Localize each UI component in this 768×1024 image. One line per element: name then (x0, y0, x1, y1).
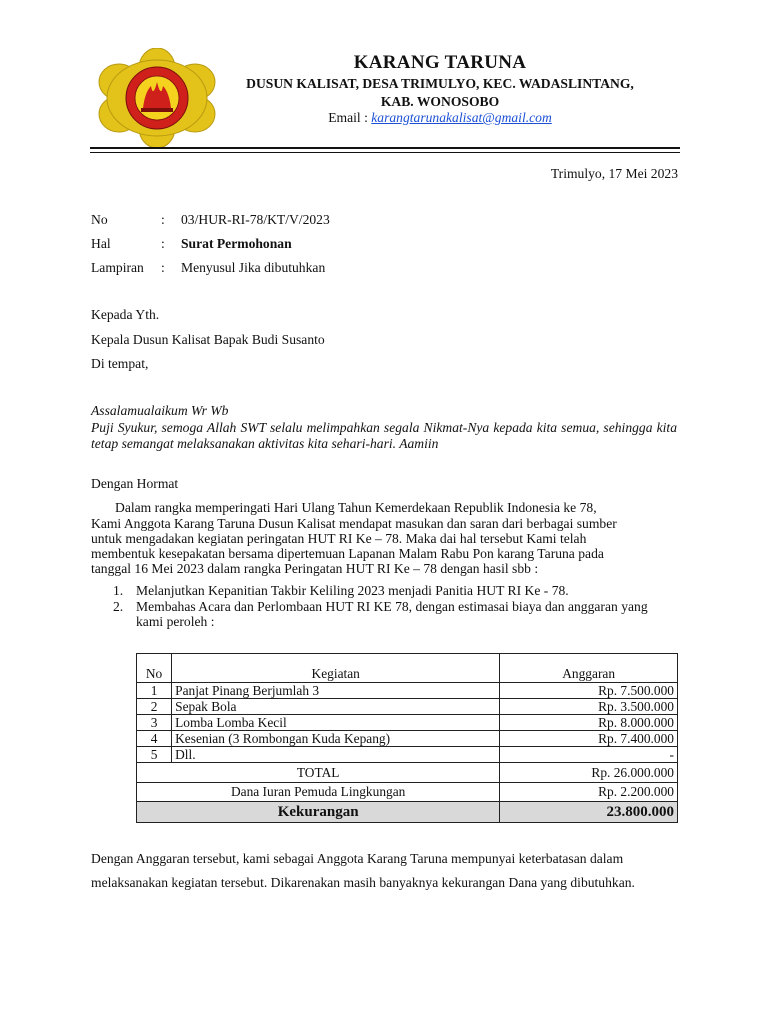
cell-no: 4 (137, 731, 172, 747)
table-header-row (137, 654, 678, 683)
field-value-hal: Surat Permohonan (181, 236, 292, 251)
cell-no: 2 (137, 699, 172, 715)
cell-kegiatan: Sepak Bola (172, 699, 500, 715)
recipient-name: Kepala Dusun Kalisat Bapak Budi Susanto (91, 332, 325, 347)
list-text: Melanjutkan Kepanitian Takbir Keliling 2023 menjadi Panitia HUT RI Ke - 78. (136, 583, 569, 598)
salam: Assalamualaikum Wr Wb (91, 403, 229, 418)
budget-table (136, 653, 678, 823)
list-number: 1. (113, 583, 124, 598)
cell-kegiatan: Lomba Lomba Kecil (172, 715, 500, 731)
cell-anggaran: Rp. 3.500.000 (500, 699, 678, 715)
header-no: No (137, 654, 172, 683)
field-colon: : (161, 260, 165, 275)
cell-anggaran: - (500, 747, 678, 763)
field-label-hal: Hal (91, 236, 111, 251)
table-row (137, 699, 678, 715)
karang-taruna-logo-icon (92, 48, 222, 148)
list-number: 2. (113, 599, 124, 614)
header-kegiatan: Kegiatan (172, 654, 500, 683)
letter-date: Trimulyo, 17 Mei 2023 (550, 166, 678, 181)
total-label: TOTAL (137, 763, 500, 783)
cell-anggaran: Rp. 8.000.000 (500, 715, 678, 731)
table-iuran-row (137, 783, 678, 802)
kekurangan-value: 23.800.000 (500, 802, 678, 823)
field-colon: : (161, 212, 165, 227)
iuran-value: Rp. 2.200.000 (500, 783, 678, 802)
field-label-lampiran: Lampiran (91, 260, 144, 275)
cell-no: 1 (137, 683, 172, 699)
list-text: Membahas Acara dan Perlombaan HUT RI KE 78, dengan estimasai biaya dan anggaran yang kami peroleh : (136, 599, 648, 629)
table-row (137, 747, 678, 763)
dengan-hormat: Dengan Hormat (91, 476, 179, 491)
list-item (113, 584, 679, 600)
body-line: membentuk kesepakatan bersama dipertemuan Lapanan Malam Rabu Pon karang Taruna pada (91, 546, 604, 561)
opening-paragraph: Puji Syukur, semoga Allah SWT selalu melimpahkan segala Nikmat-Nya kepada kita semua, sehingga kita tetap semangat melaksanakan aktivitas kita sehari-hari. Aamiin (91, 420, 677, 451)
address-line-2: KAB. WONOSOBO (380, 94, 500, 109)
cell-kegiatan: Dll. (172, 747, 500, 763)
email-label: Email : (328, 110, 372, 125)
table-total-row (137, 763, 678, 783)
cell-no: 5 (137, 747, 172, 763)
body-line: untuk mengadakan kegiatan peringatan HUT RI Ke – 78. Maka dai hal tersebut Kami telah (91, 531, 587, 546)
header-anggaran: Anggaran (500, 654, 678, 683)
list-item (113, 600, 679, 632)
cell-anggaran: Rp. 7.400.000 (500, 731, 678, 747)
iuran-label: Dana Iuran Pemuda Lingkungan (137, 783, 500, 802)
email-line (220, 110, 660, 126)
field-colon: : (161, 236, 165, 251)
table-kekurangan-row (137, 802, 678, 823)
total-value: Rp. 26.000.000 (500, 763, 678, 783)
cell-kegiatan: Kesenian (3 Rombongan Kuda Kepang) (172, 731, 500, 747)
kekurangan-label: Kekurangan (137, 802, 500, 823)
body-line: Kami Anggota Karang Taruna Dusun Kalisat mendapat masukan dan saran dari berbagai sumber (91, 516, 617, 531)
header-rule-thin (90, 152, 680, 153)
table-row (137, 731, 678, 747)
field-value-lampiran: Menyusul Jika dibutuhkan (181, 260, 326, 275)
table-row (137, 715, 678, 731)
recipient-greeting: Kepada Yth. (91, 307, 160, 322)
body-line: Dalam rangka memperingati Hari Ulang Tahun Kemerdekaan Republik Indonesia ke 78, (115, 500, 597, 515)
address-line-1: DUSUN KALISAT, DESA TRIMULYO, KEC. WADASLINTANG, (246, 76, 634, 91)
cell-anggaran: Rp. 7.500.000 (500, 683, 678, 699)
email-link[interactable]: karangtarunakalisat@gmail.com (371, 110, 552, 125)
table-row (137, 683, 678, 699)
cell-no: 3 (137, 715, 172, 731)
body-line: tanggal 16 Mei 2023 dalam rangka Peringatan HUT RI Ke – 78 dengan hasil sbb : (91, 561, 539, 576)
header-rule-thick (90, 147, 680, 149)
field-value-no: 03/HUR-RI-78/KT/V/2023 (181, 212, 330, 227)
field-label-no: No (91, 212, 108, 227)
recipient-place: Di tempat, (91, 356, 149, 371)
org-name: KARANG TARUNA (353, 52, 527, 73)
cell-kegiatan: Panjat Pinang Berjumlah 3 (172, 683, 500, 699)
closing-paragraph: Dengan Anggaran tersebut, kami sebagai Anggota Karang Taruna mempunyai keterbatasan dalam melaksanakan kegiatan tersebut. Dikarenakan masih banyaknya kekurangan Dana yang dibutuhkan. (91, 851, 635, 890)
